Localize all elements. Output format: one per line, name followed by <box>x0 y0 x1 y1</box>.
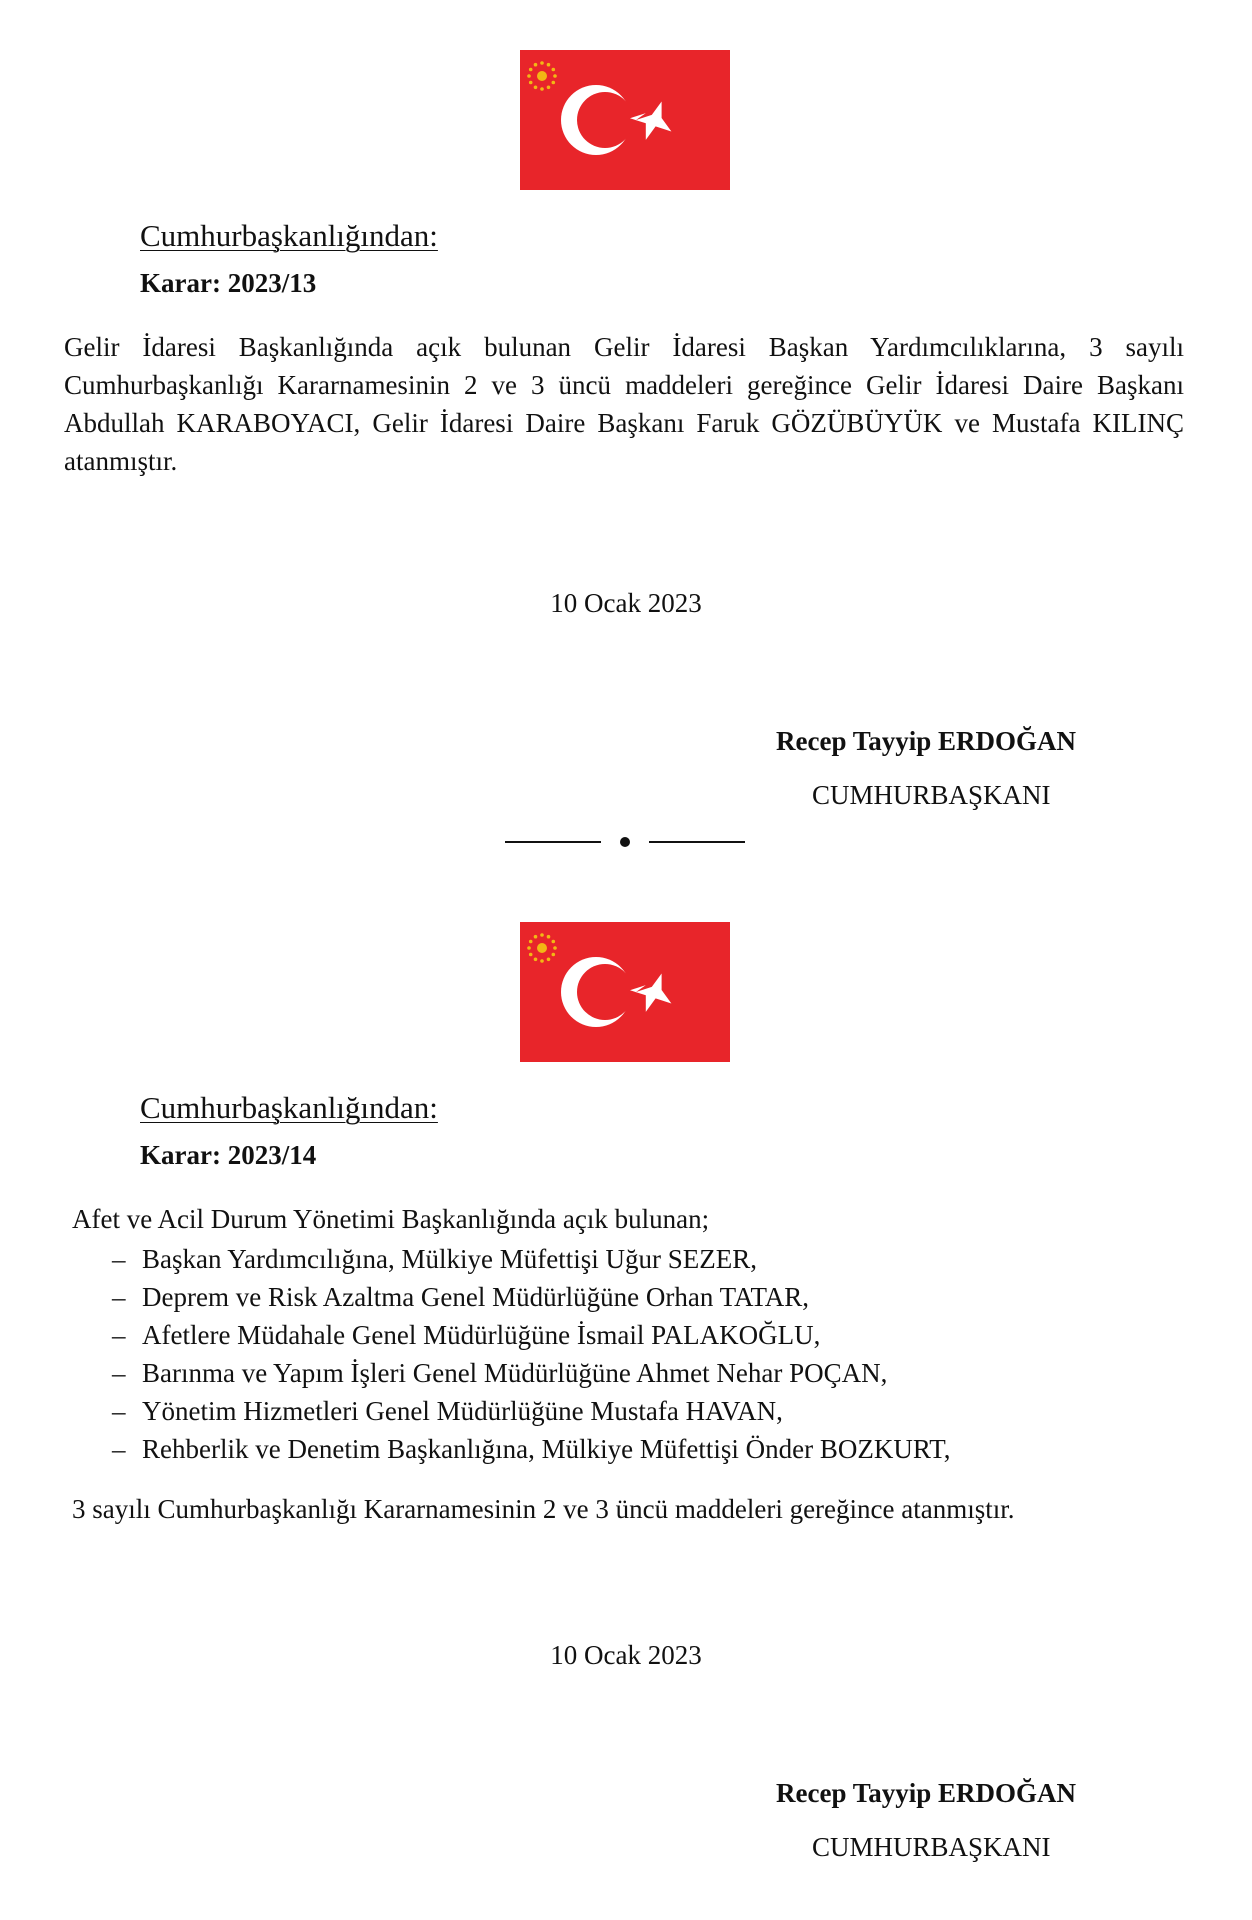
signer-name: Recep Tayyip ERDOĞAN <box>776 1778 1077 1808</box>
list-item-text: Başkan Yardımcılığına, Mülkiye Müfettişi Uğur SEZER, <box>142 1244 757 1274</box>
list-item <box>112 1240 950 1278</box>
list-item-text: Yönetim Hizmetleri Genel Müdürlüğüne Mustafa HAVAN, <box>142 1396 783 1426</box>
appointment-list <box>112 1240 950 1468</box>
list-item <box>112 1278 950 1316</box>
decision-number: Karar: 2023/14 <box>140 1140 317 1170</box>
decision-intro: Afet ve Acil Durum Yönetimi Başkanlığında açık bulunan; <box>72 1204 710 1234</box>
dash-bullet: – <box>112 1396 126 1426</box>
separator-line-left <box>505 841 601 843</box>
dash-bullet: – <box>112 1282 126 1312</box>
decision-body: Gelir İdaresi Başkanlığında açık bulunan Gelir İdaresi Başkan Yardımcılıklarına, 3 sayılı Cumhurbaşkanlığı Kararnamesinin 2 ve 3 üncü maddeleri gereğince Gelir İdaresi Daire Başkanı Abdullah KARABOYACI, Gelir İdaresi Daire Başkanı Faruk GÖZÜBÜYÜK ve Mustafa KILINÇ atanmıştır. <box>64 332 1184 476</box>
dash-bullet: – <box>112 1434 126 1464</box>
decision-date: 10 Ocak 2023 <box>550 1640 702 1670</box>
decision-number: Karar: 2023/13 <box>140 268 317 298</box>
decision-closing: 3 sayılı Cumhurbaşkanlığı Kararnamesinin 2 ve 3 üncü maddeleri gereğince atanmıştır. <box>72 1494 1015 1524</box>
list-item <box>112 1316 950 1354</box>
flag-icon <box>520 50 730 190</box>
signer-title: CUMHURBAŞKANI <box>812 1832 1051 1862</box>
list-item-text: Deprem ve Risk Azaltma Genel Müdürlüğüne Orhan TATAR, <box>142 1282 810 1312</box>
list-item <box>112 1354 950 1392</box>
list-item-text: Rehberlik ve Denetim Başkanlığına, Mülkiye Müfettişi Önder BOZKURT, <box>142 1434 951 1464</box>
flag-emblem-svg <box>520 50 730 190</box>
dash-bullet: – <box>112 1244 126 1274</box>
separator-icon <box>505 832 745 852</box>
signer-title: CUMHURBAŞKANI <box>812 780 1051 810</box>
flag-emblem-svg <box>520 922 730 1062</box>
list-item-text: Barınma ve Yapım İşleri Genel Müdürlüğüne Ahmet Nehar POÇAN, <box>142 1358 888 1388</box>
signer-name: Recep Tayyip ERDOĞAN <box>776 726 1077 756</box>
list-item <box>112 1430 950 1468</box>
separator-dot <box>620 837 630 847</box>
dash-bullet: – <box>112 1358 126 1388</box>
dash-bullet: – <box>112 1320 126 1350</box>
list-item-text: Afetlere Müdahale Genel Müdürlüğüne İsmail PALAKOĞLU, <box>142 1320 821 1350</box>
separator-line-right <box>649 841 745 843</box>
issuer-heading: Cumhurbaşkanlığından: <box>140 218 438 253</box>
decision-date: 10 Ocak 2023 <box>550 588 702 618</box>
flag-icon <box>520 922 730 1062</box>
issuer-heading: Cumhurbaşkanlığından: <box>140 1090 438 1125</box>
list-item <box>112 1392 950 1430</box>
